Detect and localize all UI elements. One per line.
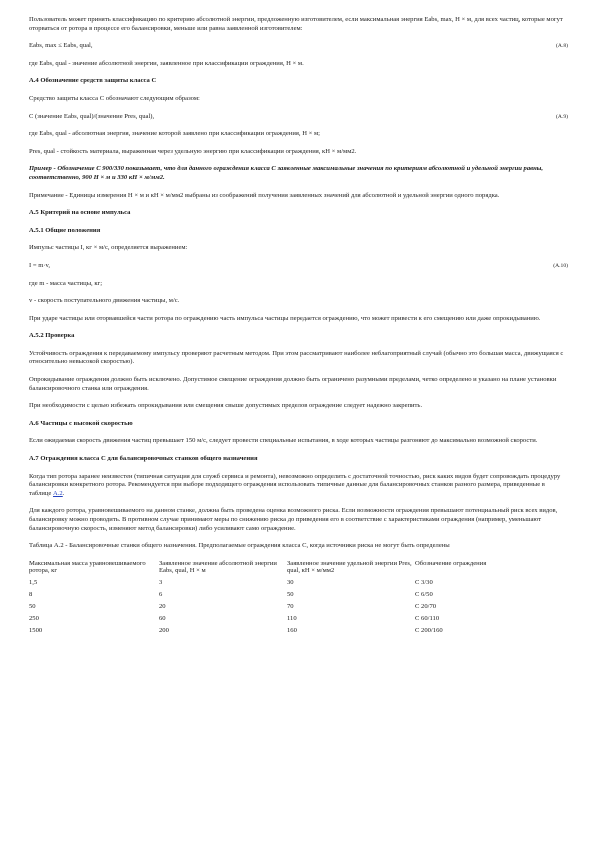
equation-a8 [29,42,568,51]
table-cell: 250 [29,615,39,623]
guard-class-table [29,560,568,640]
paragraph: Пользователь может принять классификацию по критерию абсолютной энергии, предложенную изготовителем, если максимальная энергия Eabs, max, Н × м, для всех частиц, которые могут оторваться от ротора в процессе его балансировки, меньше или равна заявленной изготовителем: [29,16,563,32]
section-heading: А.4 Обозначение средств защиты класса С [29,77,157,85]
section-heading: А.7 Ограждения класса С для балансировочных станков общего назначения [29,455,258,463]
equation-text: I = m·v, [29,261,51,269]
header-designation: Обозначение ограждения [415,559,487,567]
table-cell: 3 [159,578,163,586]
equation-number: (А.9) [556,113,568,120]
equation-a10 [29,262,568,271]
table-cell: 20 [159,602,166,610]
paragraph: Импульс частицы I, кг × м/с, определяется выражением: [29,244,188,252]
example-text: Пример - Обозначение С 900/330 показывает, что для данного ограждения класса С заявленные максимальные значения по критериям абсолютной и удельной энергии равны, соответственно, 900 Н × м и 330 кН × м/мм2. [29,165,543,181]
table-row [29,591,568,603]
paragraph: Средство защиты класса С обозначают следующим образом: [29,94,200,102]
table-cell: 110 [287,615,297,623]
table-row [29,615,568,627]
paragraph [29,473,568,499]
paragraph: v - скорость поступательного движения частицы, м/с. [29,297,180,305]
subsection-heading: А.5.1 Общие положения [29,226,101,234]
paragraph: где m - масса частицы, кг; [29,279,103,287]
table-cell: 8 [29,590,33,598]
table-cell: 30 [287,578,294,586]
paragraph: Если ожидаемая скорость движения частиц превышает 150 м/с, следует провести специальные испытания, в ходе которых частицы разгоняют до максимально возможной скорости. [29,437,538,445]
equation-number: (А.8) [556,43,568,50]
table-row [29,627,568,639]
paragraph-text: Когда тип ротора заранее неизвестен (типичная ситуация для служб сервиса и ремонта), невозможно определить с достаточной точностью, риск каких видов будет сопровождать процедуру балансировки конкретного ротора. Рекомендуется при выборе подходящего ограждения использовать типичные данные для балансировочных станков разного размера, приведенные в таблице [29,472,561,497]
subsection-heading: А.5.2 Проверка [29,332,75,340]
header-spec-energy: Заявленное значение удельной энергии Pres, qual, кН × м/мм2 [287,559,412,575]
table-header-row [29,560,568,579]
note-text: Примечание - Единицы измерения Н × м и кН × м/мм2 выбраны из соображений получения заявленных значений для абсолютной и удельной энергии одного порядка. [29,191,500,199]
equation-number: (А.10) [553,262,568,269]
table-cell: 200 [159,627,169,635]
table-cell: 1,5 [29,578,38,586]
header-abs-energy: Заявленное значение абсолютной энергии Eabs, qual, Н × м [159,559,277,575]
table-row [29,579,568,591]
table-cell: С 200/160 [415,627,443,635]
section-heading: А.6 Частицы с высокой скоростью [29,419,133,427]
paragraph: Pres, qual - стойкость материала, выраженная через удельную энергию при классификации ограждения, кН × м/мм2. [29,147,357,155]
table-cell: С 3/30 [415,578,433,586]
table-a2-link[interactable]: А.2 [53,489,63,497]
equation-a9 [29,113,568,122]
table-cell: 1500 [29,627,43,635]
table-cell: С 60/110 [415,615,440,623]
table-cell: С 6/50 [415,590,433,598]
paragraph: При необходимости с целью избежать опрокидывания или смещения свыше допустимых пределов ограждение следует надежно закрепить. [29,402,423,410]
table-cell: 6 [159,590,163,598]
table-cell: 50 [29,602,36,610]
header-max-mass: Максимальная масса уравновешиваемого ротора, кг [29,559,146,575]
paragraph: Устойчивость ограждения к передаваемому импульсу проверяют расчетным методом. При этом рассматривают наиболее неблагоприятный случай (обычно это большая масса, движущаяся с относительно невысокой скоростью). [29,349,564,366]
table-cell: С 20/70 [415,602,437,610]
paragraph: При ударе частицы или оторвавшейся части ротора по ограждению часть импульса частицы передается ограждению, что может привести к его смещению или даже опрокидыванию. [29,314,541,322]
document-page [29,16,568,640]
paragraph: где Eabs, qual - значение абсолютной энергии, заявленное при классификации ограждения, Н × м. [29,59,304,67]
paragraph: Опрокидывание ограждения должно быть исключено. Допустимое смещение ограждения должно быть ограничено разумными пределами, четко определено и указано на плане установки балансировочного станка или ограждения. [29,376,557,392]
section-heading: А.5 Критерий на основе импульса [29,209,131,217]
table-cell: 50 [287,590,294,598]
table-cell: 60 [159,615,166,623]
table-row [29,603,568,615]
equation-text: С (значение Eabs, qual)/(значение Pres, qual), [29,112,155,120]
paragraph: где Eabs, qual - абсолютная энергия, значение которой заявлено при классификации ограждения, Н × м; [29,130,320,138]
paragraph: Для каждого ротора, уравновешиваемого на данном станке, должна быть проведена оценка возможного риска. Если возможности ограждения превышают потенциальный риск всех видов, балансировку можно проводить. В противном случае принимают меры по снижению риска до приведения его в соответствие с характеристиками ограждения (например, уменьшают балансировочную скорость, изменяют метод балансировки) либо усиливают само ограждение. [29,507,558,532]
equation-text: Eabs, max ≤ Eabs, qual, [29,42,93,50]
table-caption: Таблица А.2 - Балансировочные станки общего назначения. Предполагаемые ограждения класса С, когда источники риска не могут быть определены [29,542,450,550]
table-cell: 70 [287,602,294,610]
paragraph-end: . [62,489,65,497]
table-cell: 160 [287,627,297,635]
